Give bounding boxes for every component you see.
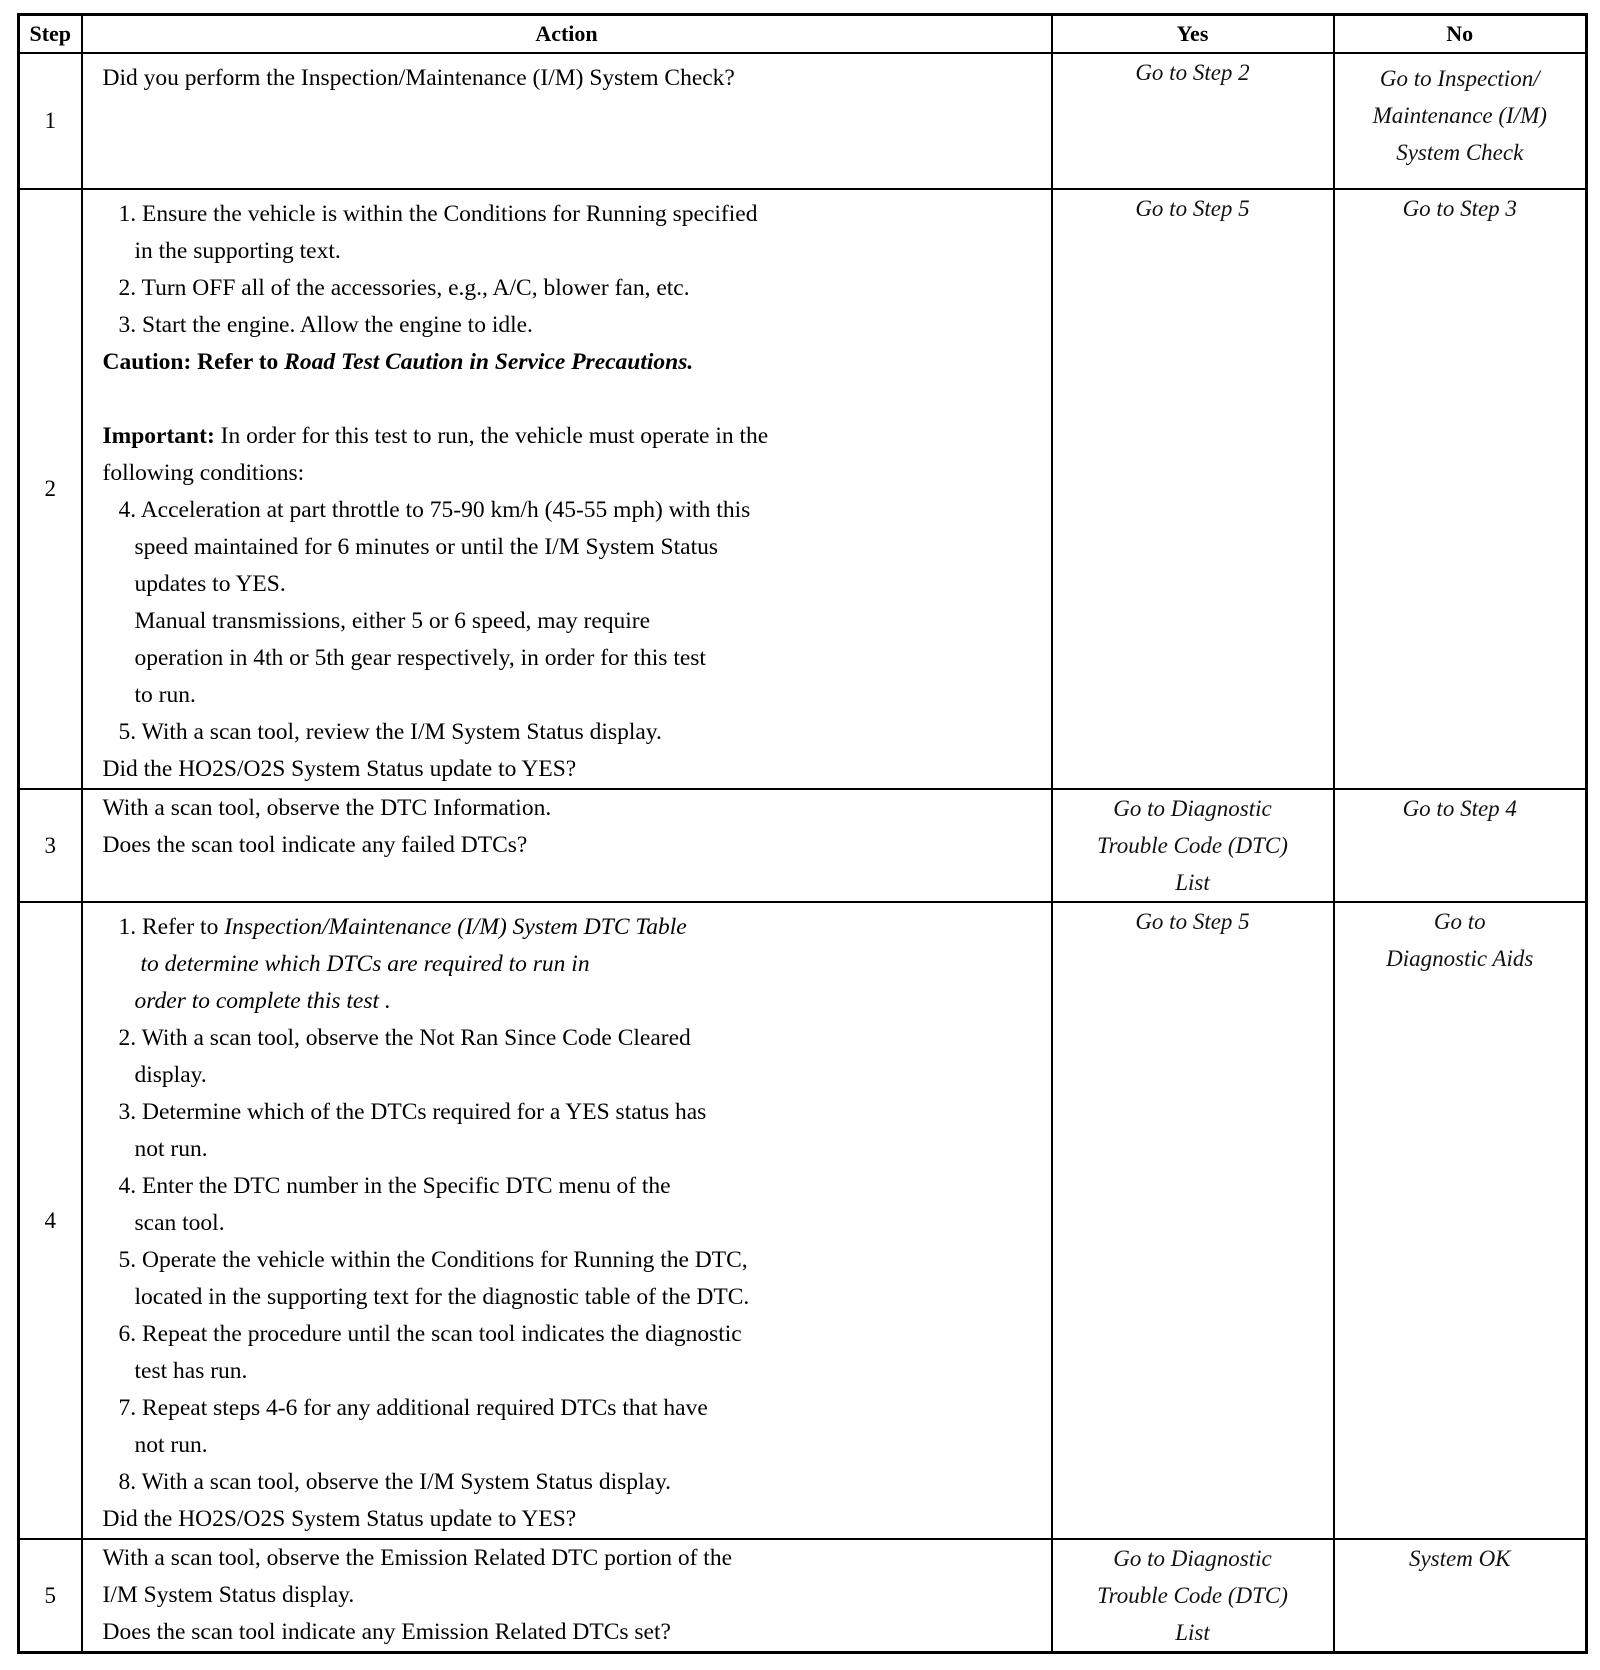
action-line: scan tool. (134, 1210, 225, 1236)
header-yes: Yes (1052, 15, 1334, 54)
caution-note (103, 344, 1047, 381)
action-line: to run. (134, 682, 196, 708)
yes-cell (1052, 53, 1334, 189)
yes-link[interactable] (1053, 1540, 1333, 1651)
action-cell (82, 902, 1052, 1539)
action-line: not run. (134, 1136, 208, 1162)
yes-link[interactable] (1053, 790, 1333, 901)
action-line: With a scan tool, observe the DTC Information. (102, 795, 552, 821)
header-step: Step (19, 15, 82, 54)
action-line: operation in 4th or 5th gear respectively, in order for this test (134, 645, 706, 671)
yes-link[interactable]: Go to Step 2 (1135, 60, 1250, 85)
step-number: 2 (19, 189, 82, 789)
diagnostic-table (17, 13, 1588, 1654)
action-line: order to complete this test . (134, 988, 391, 1014)
table-row-step-5 (19, 1539, 1587, 1653)
yes-link-line: Go to Diagnostic (1113, 796, 1272, 821)
no-cell (1334, 1539, 1587, 1653)
action-line: test has run. (134, 1358, 248, 1384)
no-link[interactable] (1335, 903, 1586, 978)
header-row (19, 15, 1587, 54)
table-row-step-1 (19, 53, 1587, 189)
no-link-line: System Check (1396, 140, 1524, 165)
action-cell (82, 1539, 1052, 1653)
yes-link[interactable]: Go to Step 5 (1135, 196, 1250, 221)
action-line: 5. Operate the vehicle within the Conditions for Running the DTC, (118, 1247, 748, 1273)
yes-link-line: List (1175, 870, 1210, 895)
no-link[interactable]: Go to Step 3 (1402, 196, 1517, 221)
no-cell (1334, 789, 1587, 902)
yes-cell (1052, 1539, 1334, 1653)
action-line: 1. Ensure the vehicle is within the Conditions for Running specified (118, 201, 758, 227)
action-question: Did you perform the Inspection/Maintenance (I/M) System Check? (102, 65, 735, 91)
step-number: 4 (19, 902, 82, 1539)
important-text: In order for this test to run, the vehicle must operate in the (214, 423, 769, 449)
no-link[interactable] (1335, 54, 1586, 171)
action-line: Manual transmissions, either 5 or 6 speed, may require (134, 608, 651, 634)
action-line: updates to YES. (134, 571, 286, 597)
important-label: Important: (102, 423, 215, 449)
action-line: not run. (134, 1432, 208, 1458)
yes-cell (1052, 189, 1334, 789)
yes-link-line: List (1175, 1620, 1210, 1645)
yes-link-line: Trouble Code (DTC) (1097, 833, 1288, 858)
action-line: 2. Turn OFF all of the accessories, e.g., A/C, blower fan, etc. (118, 275, 690, 301)
step-number: 5 (19, 1539, 82, 1653)
action-cell (82, 189, 1052, 789)
yes-cell (1052, 789, 1334, 902)
step-number: 1 (19, 53, 82, 189)
no-link[interactable]: Go to Step 4 (1402, 796, 1517, 821)
action-line: 3. Start the engine. Allow the engine to idle. (118, 312, 533, 338)
table-row-step-2 (19, 189, 1587, 789)
action-line: I/M System Status display. (102, 1582, 355, 1608)
action-line: 5. With a scan tool, review the I/M System Status display. (118, 719, 662, 745)
table-row-step-4 (19, 902, 1587, 1539)
action-line: located in the supporting text for the diagnostic table of the DTC. (134, 1284, 750, 1310)
yes-link-line: Go to Diagnostic (1113, 1546, 1272, 1571)
no-link-line: Maintenance (I/M) (1372, 103, 1547, 128)
action-line: 2. With a scan tool, observe the Not Ran Since Code Cleared (118, 1025, 691, 1051)
no-link-line: Go to Inspection/ (1379, 66, 1540, 91)
no-cell (1334, 902, 1587, 1539)
action-line: 4. Enter the DTC number in the Specific DTC menu of the (118, 1173, 671, 1199)
action-line: 8. With a scan tool, observe the I/M System Status display. (118, 1469, 672, 1495)
no-cell (1334, 189, 1587, 789)
action-text: 1. Refer to (118, 914, 225, 940)
action-line: 6. Repeat the procedure until the scan tool indicates the diagnostic (118, 1321, 742, 1347)
action-cell (82, 789, 1052, 902)
action-line: With a scan tool, observe the Emission Related DTC portion of the (102, 1545, 733, 1571)
header-action: Action (82, 15, 1052, 54)
action-line: 4. Acceleration at part throttle to 75-90 km/h (45-55 mph) with this (118, 497, 751, 523)
action-line: 7. Repeat steps 4-6 for any additional required DTCs that have (118, 1395, 708, 1421)
action-line: speed maintained for 6 minutes or until the I/M System Status (134, 534, 719, 560)
action-question: Does the scan tool indicate any Emission Related DTCs set? (102, 1619, 671, 1645)
step-number: 3 (19, 789, 82, 902)
no-link[interactable]: System OK (1408, 1546, 1511, 1571)
action-question: Did the HO2S/O2S System Status update to YES? (102, 756, 577, 782)
table-row-step-3 (19, 789, 1587, 902)
action-question: Did the HO2S/O2S System Status update to YES? (102, 1506, 577, 1532)
caution-reference-link[interactable]: Road Test Caution in Service Precautions. (284, 349, 694, 375)
action-line: 3. Determine which of the DTCs required for a YES status has (118, 1099, 707, 1125)
yes-link[interactable]: Go to Step 5 (1135, 909, 1250, 934)
action-line: to determine which DTCs are required to run in (140, 951, 590, 977)
yes-link-line: Trouble Code (DTC) (1097, 1583, 1288, 1608)
yes-cell (1052, 902, 1334, 1539)
important-note (103, 418, 1047, 455)
spacer (103, 381, 1047, 418)
caution-label: Caution: Refer to (102, 349, 285, 375)
action-line: in the supporting text. (134, 238, 341, 264)
action-line (103, 909, 1047, 946)
header-no: No (1334, 15, 1587, 54)
no-link-line: Go to (1433, 909, 1486, 934)
action-line: display. (134, 1062, 207, 1088)
action-line: following conditions: (102, 460, 305, 486)
action-cell (82, 53, 1052, 189)
no-link-line: Diagnostic Aids (1386, 946, 1534, 971)
no-cell (1334, 53, 1587, 189)
dtc-table-link[interactable]: Inspection/Maintenance (I/M) System DTC Table (224, 914, 687, 940)
action-question: Does the scan tool indicate any failed DTCs? (102, 832, 528, 858)
